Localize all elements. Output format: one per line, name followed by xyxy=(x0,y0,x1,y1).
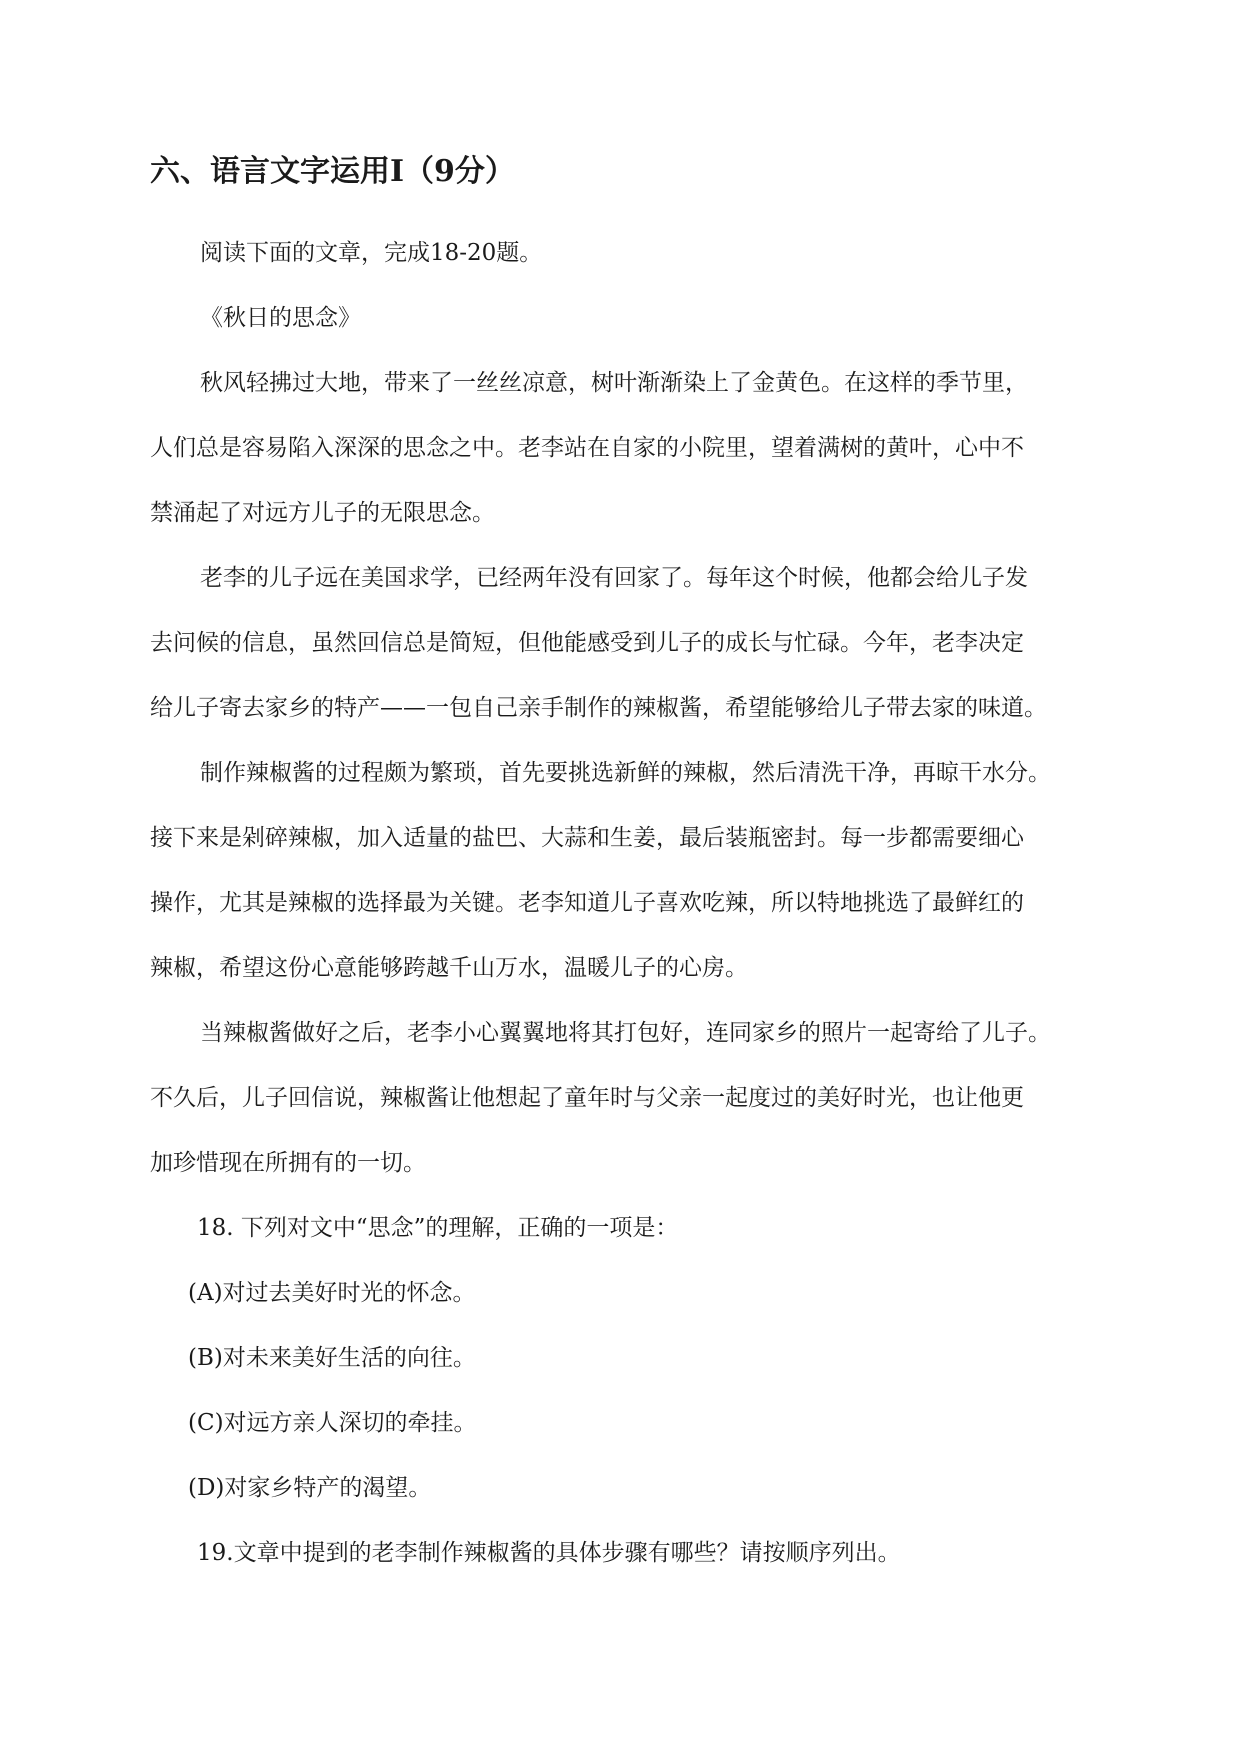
article-title: 《秋日的思念》 xyxy=(200,305,361,331)
question-18-option-d: (D)对家乡特产的渴望。 xyxy=(188,1475,432,1501)
paragraph-3-line-1: 制作辣椒酱的过程颇为繁琐，首先要挑选新鲜的辣椒，然后清洗干净，再晾干水分。 xyxy=(200,760,1051,786)
paragraph-3-line-2: 接下来是剁碎辣椒，加入适量的盐巴、大蒜和生姜，最后装瓶密封。每一步都需要细心 xyxy=(150,825,1024,851)
question-18-option-b: (B)对未来美好生活的向往。 xyxy=(188,1345,476,1371)
question-18-stem: 18. 下列对文中“思念”的理解，正确的一项是： xyxy=(197,1215,679,1241)
paragraph-4-line-3: 加珍惜现在所拥有的一切。 xyxy=(150,1150,426,1176)
paragraph-1-line-1: 秋风轻拂过大地，带来了一丝丝凉意，树叶渐渐染上了金黄色。在这样的季节里， xyxy=(200,370,1028,396)
section-title: 六、语言文字运用Ⅰ（9分） xyxy=(150,154,515,189)
paragraph-3-line-4: 辣椒，希望这份心意能够跨越千山万水，温暖儿子的心房。 xyxy=(150,955,748,981)
question-18-option-a: (A)对过去美好时光的怀念。 xyxy=(188,1280,476,1306)
paragraph-4-line-2: 不久后，儿子回信说，辣椒酱让他想起了童年时与父亲一起度过的美好时光，也让他更 xyxy=(150,1085,1024,1111)
paragraph-2-line-3: 给儿子寄去家乡的特产——一包自己亲手制作的辣椒酱，希望能够给儿子带去家的味道。 xyxy=(150,695,1047,721)
paragraph-4-line-1: 当辣椒酱做好之后，老李小心翼翼地将其打包好，连同家乡的照片一起寄给了儿子。 xyxy=(200,1020,1051,1046)
question-19-stem: 19.文章中提到的老李制作辣椒酱的具体步骤有哪些？请按顺序列出。 xyxy=(197,1540,901,1566)
paragraph-3-line-3: 操作，尤其是辣椒的选择最为关键。老李知道儿子喜欢吃辣，所以特地挑选了最鲜红的 xyxy=(150,890,1024,916)
paragraph-1-line-2: 人们总是容易陷入深深的思念之中。老李站在自家的小院里，望着满树的黄叶，心中不 xyxy=(150,435,1024,461)
paragraph-2-line-1: 老李的儿子远在美国求学，已经两年没有回家了。每年这个时候，他都会给儿子发 xyxy=(200,565,1028,591)
paragraph-1-line-3: 禁涌起了对远方儿子的无限思念。 xyxy=(150,500,495,526)
question-18-option-c: (C)对远方亲人深切的牵挂。 xyxy=(188,1410,477,1436)
paragraph-2-line-2: 去问候的信息，虽然回信总是简短，但他能感受到儿子的成长与忙碌。今年，老李决定 xyxy=(150,630,1024,656)
reading-instruction: 阅读下面的文章，完成18-20题。 xyxy=(200,240,543,266)
